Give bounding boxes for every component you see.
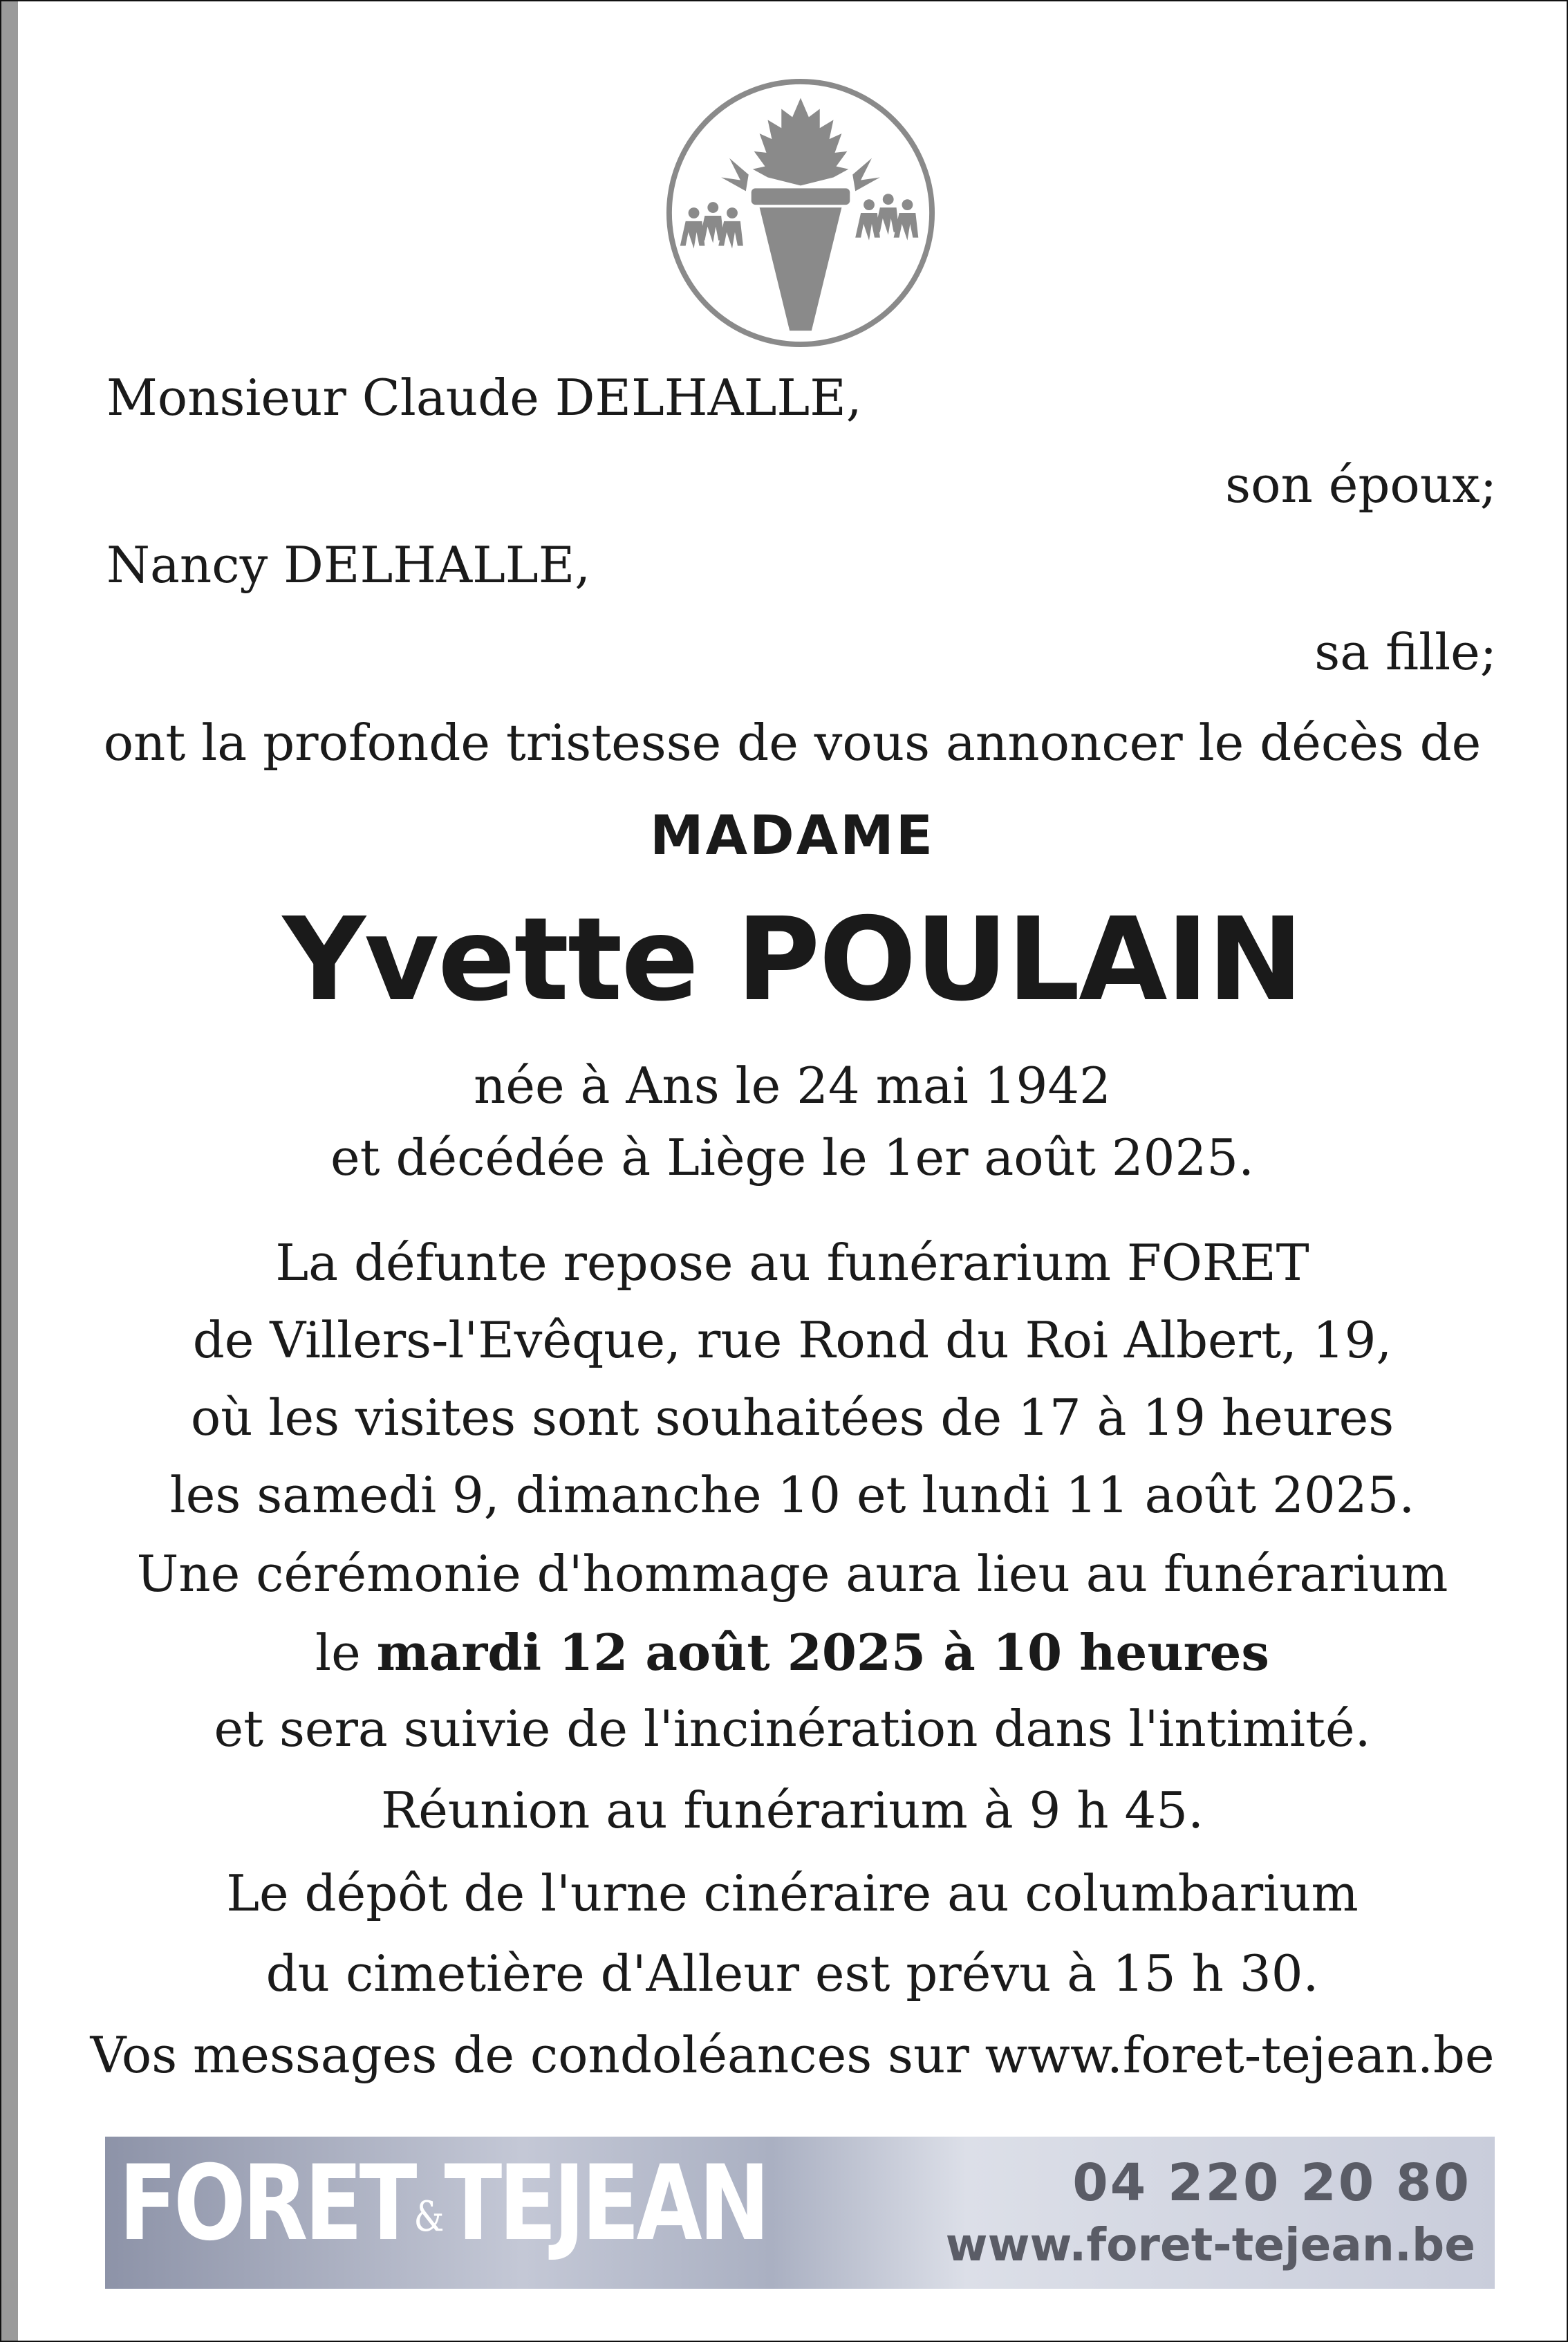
- birth-line: née à Ans le 24 mai 1942: [474, 1057, 1111, 1115]
- funeral-home-phone: 04 220 20 80: [1072, 2153, 1471, 2213]
- family-member-relation: sa fille;: [1314, 623, 1497, 681]
- torch-emblem-icon: [664, 76, 937, 350]
- funeral-home-logo: FORET&TEJEAN: [119, 2144, 767, 2264]
- announcement-text: ont la profonde tristesse de vous annoncer le décès de: [103, 714, 1482, 772]
- detail-line: Une cérémonie d'hommage aura lieu au funérarium: [136, 1545, 1448, 1603]
- condolences-line: Vos messages de condoléances sur www.foret-tejean.be: [90, 2026, 1495, 2084]
- ceremony-date-prefix: le: [315, 1624, 361, 1682]
- left-margin-bar: [1, 1, 18, 2341]
- deceased-title: MADAME: [650, 805, 935, 867]
- funeral-home-banner: [105, 2137, 1495, 2289]
- detail-line: Réunion au funérarium à 9 h 45.: [381, 1781, 1204, 1839]
- death-line: et décédée à Liège le 1er août 2025.: [330, 1128, 1254, 1187]
- family-member-name: Monsieur Claude DELHALLE,: [106, 369, 862, 427]
- detail-line: où les visites sont souhaitées de 17 à 19 heures: [190, 1388, 1394, 1447]
- detail-line: et sera suivie de l'incinération dans l'intimité.: [214, 1700, 1371, 1758]
- detail-line: du cimetière d'Alleur est prévu à 15 h 30.: [265, 1944, 1319, 2002]
- detail-line: les samedi 9, dimanche 10 et lundi 11 août 2025.: [169, 1466, 1415, 1524]
- ceremony-date: mardi 12 août 2025 à 10 heures: [376, 1623, 1269, 1682]
- detail-line: Le dépôt de l'urne cinéraire au columbarium: [226, 1864, 1359, 1922]
- family-member-name: Nancy DELHALLE,: [106, 536, 591, 594]
- detail-line: La défunte repose au funérarium FORET: [275, 1234, 1309, 1292]
- funeral-home-website: www.foret-tejean.be: [945, 2218, 1475, 2271]
- deceased-name: Yvette POULAIN: [282, 893, 1303, 1027]
- detail-line: de Villers-l'Evêque, rue Rond du Roi Albert, 19,: [192, 1311, 1392, 1369]
- family-member-relation: son époux;: [1225, 456, 1497, 514]
- ceremony-date-line: [18, 1623, 1567, 1682]
